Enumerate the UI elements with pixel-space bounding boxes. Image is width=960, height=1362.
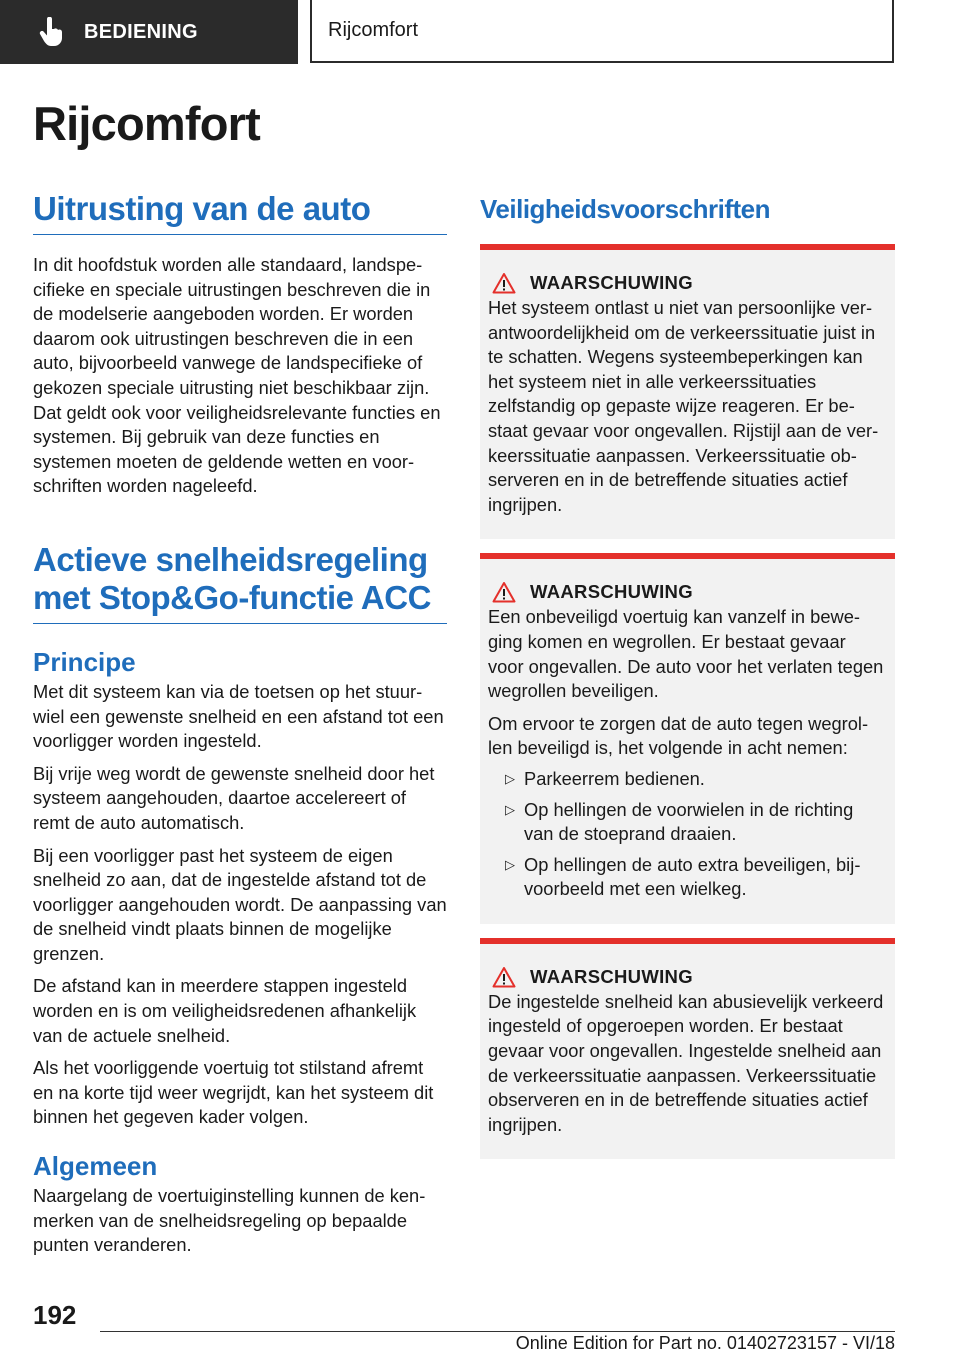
warning-label: WAARSCHUWING	[530, 965, 693, 987]
paragraph: Naargelang de voertuiginstelling kunnen de kenmerken van de snelheidsregeling op bepaalde punten veranderen.	[33, 1185, 426, 1256]
list-item-text: Op hellingen de voorwielen in de richting van de stoeprand draaien.	[524, 798, 854, 845]
right-column	[480, 190, 895, 1159]
subheading-principe: Principe	[33, 646, 136, 677]
bullet-triangle-icon: ▷	[505, 770, 515, 786]
list-item	[488, 798, 885, 847]
warning-header	[488, 966, 885, 988]
paragraph: Met dit systeem kan via de toetsen op het stuurwiel een gewenste snelheid en een afstand tot een voorligger worden ingesteld.	[33, 680, 444, 752]
subheading-algemeen: Algemeen	[33, 1151, 158, 1182]
warning-label: WAARSCHUWING	[530, 581, 693, 603]
section-tab	[0, 0, 298, 64]
bullet-triangle-icon: ▷	[505, 856, 515, 872]
footer-edition: Online Edition for Part no. 01402723157 - VI/18	[515, 1333, 895, 1353]
section-label: BEDIENING	[84, 20, 198, 43]
warning-text: Een onbeveiligd voertuig kan vanzelf in beweging komen en wegrollen. Er bestaat gevaar voor ongevallen. De auto voor het verlaten tegen wegrollen beveiligen.	[488, 606, 884, 702]
paragraph: Als het voorliggende voertuig tot stilstand afremt en na korte tijd weer wegrijdt, kan het systeem dit binnen het gegeven kader volgen.	[33, 1057, 434, 1128]
bullet-triangle-icon: ▷	[505, 801, 515, 817]
paragraph: De afstand kan in meerdere stappen ingesteld worden en is om veiligheidsredenen afhankelijk van de actuele snelheid.	[33, 975, 417, 1046]
warning-box	[480, 244, 895, 539]
page-number: 192	[33, 1300, 77, 1330]
warning-triangle-icon	[492, 966, 516, 988]
list-item-text: Op hellingen de auto extra beveiligen, bijvoorbeeld met een wielkeg.	[524, 853, 861, 900]
warning-label: WAARSCHUWING	[530, 272, 693, 293]
chapter-header	[310, 0, 894, 63]
warning-text: Het systeem ontlast u niet van persoonlijke verantwoordelijkheid om de verkeerssituatie juist in te schatten. Wegens systeembeperkingen kan het systeem niet in alle verkeerssituaties zelfstandig op gepaste wijze reageren. Er bestaat gevaar voor ongevallen. Rijstijl aan de verkeerssituatie aanpassen. Verkeerssituatie observeren en in de betreffende situaties actief ingrijpen.	[488, 297, 879, 515]
warning-box	[480, 553, 895, 924]
section-heading-acc: Actieve snelheidsregeling met Stop&Go-functie ACC	[33, 541, 447, 624]
paragraph: Bij een voorligger past het systeem de eigen snelheid zo aan, dat de ingestelde afstand tot de voorligger aangehouden wordt. De aanpassing van de snelheid vindt plaats binnen de mogelijke grenzen.	[33, 844, 447, 964]
warning-text: De ingestelde snelheid kan abusievelijk verkeerd ingesteld of opgeroepen worden. Er bestaat gevaar voor ongevallen. Ingestelde snelheid aan de verkeerssituatie aanpassen. Verkeerssituatie observeren en in de betreffende situaties actief ingrijpen.	[488, 990, 884, 1135]
section-heading-equipment: Uitrusting van de auto	[33, 190, 447, 235]
warning-box	[480, 938, 895, 1160]
paragraph: Bij vrije weg wordt de gewenste snelheid door het systeem aangehouden, daartoe accelereert of remt de auto automatisch.	[33, 762, 435, 833]
hand-pointer-icon	[38, 17, 64, 47]
left-column	[33, 190, 447, 1258]
list-item-text: Parkeerrem bedienen.	[524, 767, 705, 789]
chapter-label: Rijcomfort	[328, 19, 419, 41]
warning-triangle-icon	[492, 581, 516, 603]
section-heading-safety: Veiligheidsvoorschriften	[480, 194, 770, 224]
list-item	[488, 767, 885, 792]
list-item	[488, 853, 885, 902]
warning-header	[488, 581, 885, 603]
page-title: Rijcomfort	[33, 97, 261, 150]
bullet-list	[488, 767, 885, 902]
warning-header	[488, 272, 885, 294]
paragraph: In dit hoofdstuk worden alle standaard, landspecifieke en speciale uitrustingen beschreven die in de modelserie aangeboden worden. Er worden daarom ook uitrustingen beschreven die in een auto, bijvoorbeeld vanwege de landspecifieke of gekozen speciale uitrusting niet beschikbaar zijn. Dat geldt ook voor veiligheidsrelevante functies en systemen. Bij gebruik van deze functies en systemen moeten de geldende wetten en voorschriften worden nageleefd.	[33, 254, 441, 497]
warning-text: Om ervoor te zorgen dat de auto tegen wegrollen beveiligd is, het volgende in acht nemen:	[488, 712, 869, 759]
warning-triangle-icon	[492, 272, 516, 294]
footer-divider	[100, 1331, 895, 1332]
